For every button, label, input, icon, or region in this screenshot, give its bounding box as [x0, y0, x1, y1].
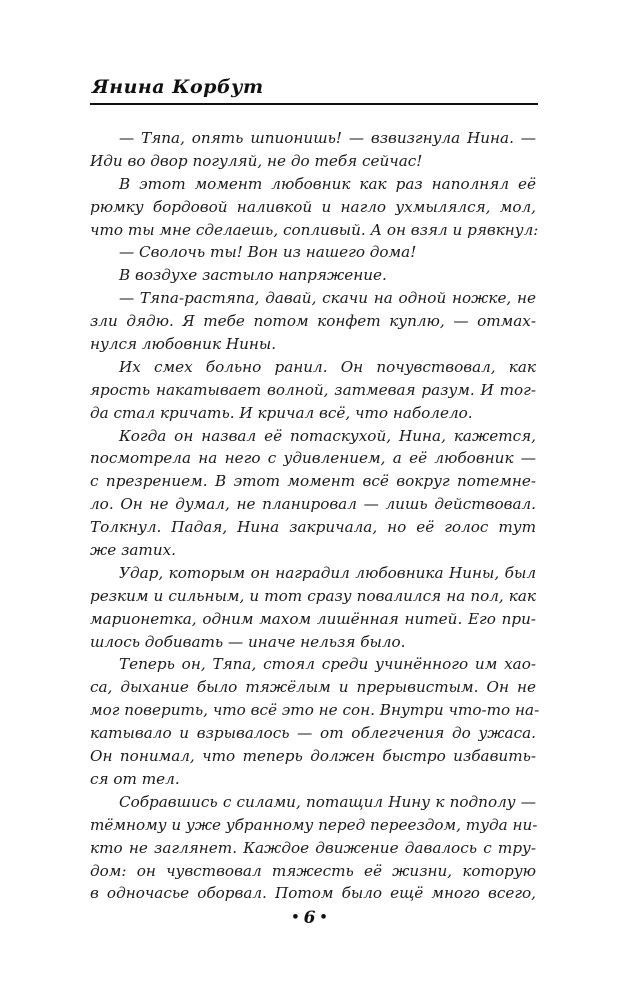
page-number: 6 — [303, 908, 316, 928]
text-line: Собравшись с силами, потащил Нину к подполу — — [119, 792, 536, 811]
page-number-footer — [0, 908, 619, 928]
text-line: же затих. — [90, 541, 176, 560]
text-line: ло. Он не думал, не планировал — лишь действовал. — [90, 495, 536, 514]
text-line: рюмку бордовой наливкой и нагло ухмылялся, мол, — [90, 197, 536, 216]
text-line: катывало и взрывалось — от облегчения до ужаса. — [90, 724, 536, 743]
page-body — [90, 127, 540, 905]
text-line: Теперь он, Тяпа, стоял среди учинённого им хао- — [119, 655, 536, 674]
text-line: ся от тел. — [90, 769, 180, 788]
bullet-left: • — [291, 910, 300, 925]
text-line: Их смех больно ранил. Он почувствовал, как — [119, 357, 536, 376]
text-line: с презрением. В этот момент всё вокруг потемне- — [90, 472, 536, 491]
text-line: марионетка, одним махом лишённая нитей. Его при- — [90, 609, 536, 628]
text-line: нулся любовник Нины. — [90, 335, 277, 354]
text-line: кто не заглянет. Каждое движение давалось с тру- — [90, 838, 536, 857]
text-line: В воздухе застыло напряжение. — [119, 266, 387, 285]
text-line: Он понимал, что теперь должен быстро избавить- — [90, 747, 536, 766]
text-line: Иди во двор погуляй, не до тебя сейчас! — [90, 151, 423, 170]
text-line: В этот момент любовник как раз наполнял её — [119, 174, 536, 193]
text-line: в одночасье оборвал. Потом было ещё много всего, — [90, 884, 536, 903]
running-header-author: Янина Корбут — [92, 76, 264, 98]
text-line: шлось добивать — иначе нельзя было. — [90, 632, 406, 651]
text-line: посмотрела на него с удивлением, а её любовник — — [90, 449, 536, 468]
text-line: мог поверить, что всё это не сон. Внутри что-то на- — [90, 701, 540, 720]
text-line: зли дядю. Я тебе потом конфет куплю, — отмах- — [90, 312, 536, 331]
text-line: ярость накатывает волной, затмевая разум. И тог- — [90, 380, 536, 399]
text-line: — Тяпа, опять шпионишь! — взвизгнула Нина. — — [119, 129, 536, 147]
text-line: дом: он чувствовал тяжесть её жизни, которую — [90, 861, 536, 880]
text-line: что ты мне сделаешь, сопливый. А он взял и рявкнул: — [90, 220, 539, 239]
text-line: Толкнул. Падая, Нина закричала, но её голос тут — [90, 518, 536, 537]
text-line: — Тяпа-растяпа, давай, скачи на одной ножке, не — [119, 289, 536, 308]
text-line: Удар, которым он наградил любовника Нины, был — [119, 563, 536, 582]
text-line: Когда он назвал её потаскухой, Нина, кажется, — [119, 426, 536, 445]
text-line: да стал кричать. И кричал всё, что наболело. — [90, 403, 473, 422]
text-line: резким и сильным, и тот сразу повалился на пол, как — [90, 586, 536, 605]
bullet-right: • — [319, 910, 328, 925]
text-line: — Сволочь ты! Вон из нашего дома! — [119, 243, 417, 262]
text-line: са, дыхание было тяжёлым и прерывистым. Он не — [90, 678, 536, 697]
text-line: тёмному и уже убранному перед переездом, туда ни- — [90, 815, 538, 834]
header-divider — [90, 103, 538, 105]
